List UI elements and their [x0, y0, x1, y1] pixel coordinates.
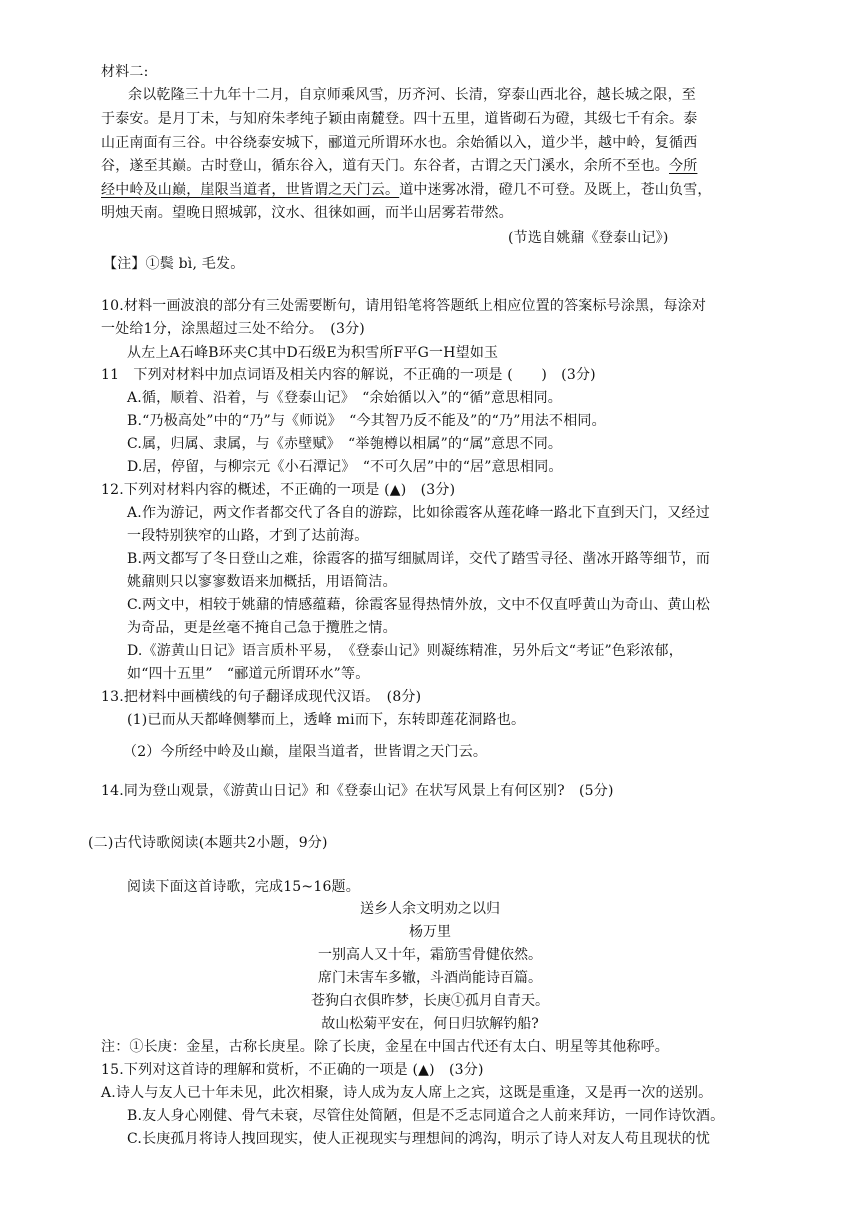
q12-option-a-line-1: A.作为游记，两文作者都交代了各自的游踪，比如徐霞客从莲花峰一路北下直到天门，又经过 [127, 505, 710, 521]
material2-line-5 [101, 179, 712, 201]
material2-source: (节选自姚鼐《登泰山记》) [508, 230, 669, 246]
q13-item-2: （2）今所经中岭及山巅，崖限当道者，世皆谓之天门云。 [123, 744, 488, 760]
material2-line-5-text: 道中迷雾冰滑，磴几不可登。及既上，苍山负雪， [399, 182, 712, 198]
q15-option-b: B.友人身心刚健、骨气未衰，尽管住处简陋，但是不乏志同道合之人前来拜访，一同作诗饮酒。 [127, 1108, 725, 1124]
q11-option-c: C.属，归属、隶属，与《赤壁赋》 “举匏樽以相属”的“属”意思不同。 [127, 436, 563, 452]
q12-option-d-line-2: 如“四十五里” “郦道元所谓环水”等。 [127, 666, 370, 682]
q11-stem: 11 下列对材料中加点词语及相关内容的解说，不正确的一项是 ( ) (3分) [101, 367, 596, 383]
q10-stem-line-1: 10.材料一画波浪的部分有三处需要断句，请用铅笔将答题纸上相应位置的答案标号涂黑，每涂对 [101, 298, 707, 314]
q12-stem: 12.下列对材料内容的概述，不正确的一项是 (▲) (3分) [101, 482, 456, 498]
poem-intro: 阅读下面这首诗歌，完成15~16题。 [127, 879, 360, 895]
q15-option-a: A.诗人与友人已十年未见，此次相聚，诗人成为友人席上之宾，这既是重逢，又是再一次的送别。 [101, 1085, 713, 1101]
underlined-sentence-part-1: 今所 [669, 158, 698, 174]
material2-line-3: 山正南面有三谷。中谷绕泰安城下，郦道元所谓环水也。余始循以入，道少半，越中岭，复循西 [101, 135, 698, 151]
poem-line-1: 一别高人又十年，霜筋雪骨健依然。 [318, 947, 542, 963]
q12-option-a-line-2: 一段特别狭窄的山路，才到了达前海。 [127, 528, 369, 544]
q12-option-c-line-1: C.两文中，相较于姚鼐的情感蕴藉，徐霞客显得热情外放，文中不仅直呼黄山为奇山、黄山松 [127, 597, 711, 613]
material2-line-4 [101, 155, 697, 177]
poem-author: 杨万里 [409, 924, 451, 940]
section-2-heading: (二)古代诗歌阅读(本题共2小题，9分) [88, 835, 328, 851]
material2-heading: 材料二: [101, 64, 149, 80]
q10-stem-line-2: 一处给1分，涂黑超过三处不给分。 (3分) [101, 321, 365, 337]
poem-title: 送乡人余文明劝之以归 [360, 901, 500, 917]
material2-line-1: 余以乾隆三十九年十二月，自京师乘风雪，历齐河、长清，穿泰山西北谷，越长城之限，至 [128, 87, 696, 103]
underlined-sentence-part-2: 经中岭及山巅，崖限当道者，世皆谓之天门云。 [101, 182, 400, 198]
q15-option-c: C.长庚孤月将诗人拽回现实，使人正视现实与理想间的鸿沟，明示了诗人对友人苟且现状的忧 [127, 1131, 711, 1147]
poem-line-3: 苍狗白衣俱昨梦，长庚①孤月自青天。 [311, 993, 549, 1009]
q13-item-1: (1)已而从天都峰侧攀而上，透峰 mi而下，东转即莲花洞路也。 [127, 712, 526, 728]
material2-line-2: 于泰安。是月丁未，与知府朱孝纯子颖由南麓登。四十五里，道皆砌石为磴，其级七千有余。泰 [101, 111, 698, 127]
q11-option-a: A.循，顺着、沿着，与《登泰山记》 “余始循以入”的“循”意思相同。 [127, 390, 562, 406]
q11-option-b: B.“乃极高处”中的“乃”与《师说》 “今其智乃反不能及”的“乃”用法不相同。 [127, 413, 606, 429]
q12-option-b-line-1: B.两文都写了冬日登山之难，徐霞客的描写细腻周详，交代了踏雪寻径、凿冰开路等细节，而 [127, 551, 711, 567]
poem-note: 注：①长庚：金星，古称长庚星。除了长庚，金星在中国古代还有太白、明星等其他称呼。 [101, 1039, 669, 1055]
q12-option-d-line-1: D.《游黄山日记》语言质朴平易， 《登泰山记》则凝练精准，另外后文“考证”色彩浓郁， [127, 643, 683, 659]
q10-options: 从左上A石峰B环夹C其中D石级E为积雪所F平G一H望如玉 [127, 345, 499, 361]
q14-stem: 14.同为登山观景，《游黄山日记》和《登泰山记》在状写风景上有何区别? (5分) [101, 783, 614, 799]
poem-line-4: 故山松菊平安在，何日归欤解钓船? [321, 1016, 539, 1032]
q15-stem: 15.下列对这首诗的理解和赏析，不正确的一项是 (▲) (3分) [101, 1062, 484, 1078]
poem-line-2: 席门未害车多辙，斗酒尚能诗百篇。 [318, 970, 542, 986]
material2-line-6: 明烛天南。望晚日照城郭，汶水、徂徕如画，而半山居雾若带然。 [101, 205, 513, 221]
annotation-note: 【注】①鬓 bì, 毛发。 [103, 256, 245, 272]
q12-option-c-line-2: 为奇品，更是丝毫不掩自己急于攬胜之情。 [127, 620, 397, 636]
q13-stem: 13.把材料中画横线的句子翻译成现代汉语。 (8分) [101, 689, 422, 705]
material2-line-4-text: 谷，遂至其巅。古时登山，循东谷入，道有天门。东谷者，古谓之天门溪水，余所不至也。 [101, 158, 669, 174]
q12-option-b-line-2: 姚鼐则只以寥寥数语来加概括，用语简洁。 [127, 574, 397, 590]
q11-option-d: D.居，停留，与柳宗元《小石潭记》 “不可久居”中的“居”意思相同。 [127, 459, 563, 475]
